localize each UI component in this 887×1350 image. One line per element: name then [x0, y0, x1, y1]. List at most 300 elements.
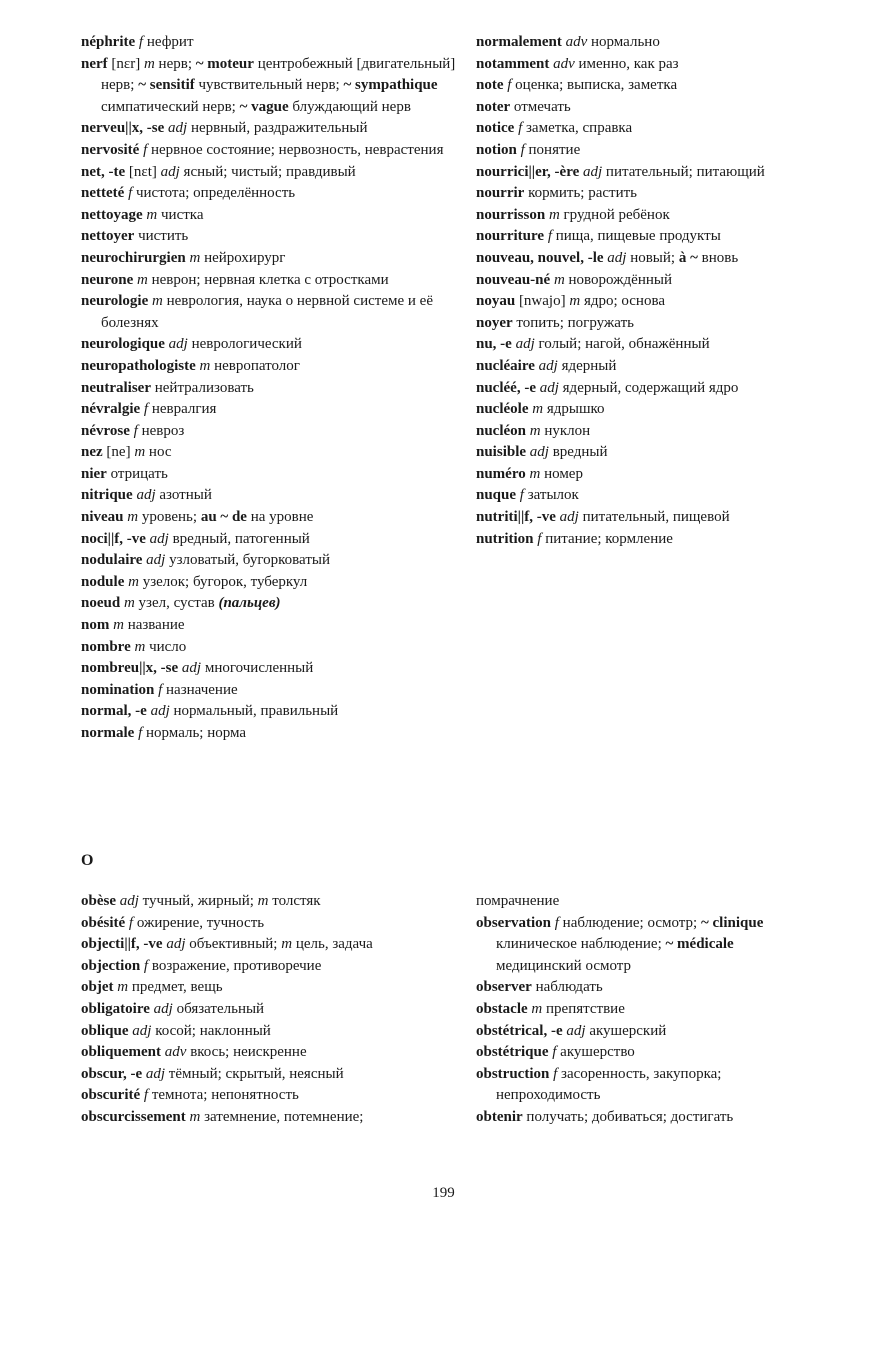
headword: nourrisson [476, 206, 546, 223]
headword: nom [81, 617, 110, 634]
dictionary-entry [476, 291, 806, 313]
gloss-text: новый; [626, 249, 679, 266]
grammar-label: f [537, 530, 542, 547]
headword: nitrique [81, 487, 133, 504]
headword: observation [476, 914, 551, 931]
dictionary-entry [81, 205, 459, 227]
dictionary-entry [81, 615, 459, 637]
dictionary-entry [81, 913, 459, 935]
gloss-text: невропатолог [210, 357, 300, 374]
dictionary-entry [81, 999, 459, 1021]
gloss-text: нос [145, 444, 172, 461]
gloss-text: затемнение, потемнение; [200, 1108, 364, 1125]
headword: netteté [81, 185, 125, 202]
dictionary-entry [81, 1021, 459, 1043]
grammar-label: m [189, 249, 201, 266]
headword: oblique [81, 1022, 129, 1039]
gloss-text: многочисленный [201, 660, 314, 677]
headword: ~ vague [239, 98, 289, 115]
gloss-text: нервный, раздражительный [187, 120, 368, 137]
gloss-text: именно, как раз [574, 55, 679, 72]
headword: note [476, 77, 504, 94]
gloss-text: вновь [697, 249, 739, 266]
headword: nucléé, -e [476, 379, 536, 396]
grammar-label: adv [553, 55, 575, 72]
headword: normal, -e [81, 703, 147, 720]
headword: notion [476, 141, 517, 158]
dictionary-entry [81, 140, 459, 162]
dictionary-entry [81, 183, 459, 205]
headword: niveau [81, 509, 124, 526]
headword: neurologique [81, 336, 165, 353]
headword: notamment [476, 55, 550, 72]
gloss-text: объективный; [185, 936, 282, 953]
gloss-text: узел, сустав [134, 595, 219, 612]
gloss-text: название [123, 617, 185, 634]
dictionary-entry [81, 1085, 459, 1107]
headword: nourriture [476, 228, 545, 245]
grammar-label: adj [529, 444, 549, 461]
headword: ~ médicale [665, 936, 734, 953]
grammar-label: f [547, 228, 552, 245]
headword: neuropathologiste [81, 357, 196, 374]
headword: nervosité [81, 141, 140, 158]
note-text: (пальцев) [218, 595, 281, 612]
gloss-text: медицинский осмотр [496, 957, 632, 974]
dictionary-entry [476, 75, 806, 97]
gloss-text: клиническое наблюдение; [496, 936, 666, 953]
gloss-text: получать; добиваться; достигать [522, 1108, 734, 1125]
headword: nombreu||x, -se [81, 660, 179, 677]
gloss-text: [nɛt] [125, 163, 161, 180]
gloss-text: центробежный [двигательный] нерв; [101, 55, 456, 94]
grammar-label: m [136, 271, 148, 288]
grammar-label: adj [583, 163, 603, 180]
gloss-text: симпатический нерв; [101, 98, 240, 115]
gloss-text: неврон; нервная клетка с отростками [147, 271, 389, 288]
dictionary-entry [81, 572, 459, 594]
dictionary-entry [476, 334, 806, 356]
grammar-label: f [143, 1087, 149, 1104]
grammar-label: adj [132, 1022, 152, 1039]
headword: obliquement [81, 1044, 162, 1061]
grammar-label: f [138, 34, 144, 50]
gloss-text: акушерство [556, 1044, 635, 1061]
grammar-label: adj [607, 249, 627, 266]
dictionary-entry [81, 334, 459, 356]
grammar-label: adj [153, 1000, 173, 1017]
gloss-text: узловатый, бугорковатый [165, 552, 330, 569]
gloss-text: понятие [524, 141, 581, 158]
grammar-label: f [128, 185, 133, 202]
gloss-text: препятствие [542, 1000, 625, 1017]
dictionary-entry [476, 891, 806, 913]
gloss-text: вредный, патогенный [168, 530, 310, 547]
grammar-label: m [134, 444, 146, 461]
dictionary-entry [81, 464, 459, 486]
headword: ~ clinique [700, 914, 764, 931]
gloss-text: грудной ребёнок [559, 206, 670, 223]
grammar-label: f [143, 957, 149, 974]
gloss-text: неврология, наука о нервной системе и её болезнях [101, 293, 433, 331]
gloss-text: узелок; бугорок, туберкул [138, 573, 308, 590]
dictionary-entry [81, 701, 459, 723]
headword: neurologie [81, 293, 149, 310]
dictionary-entry [476, 226, 806, 248]
gloss-text: заметка, справка [522, 120, 633, 137]
headword: obscurcissement [81, 1108, 186, 1125]
grammar-label: f [519, 487, 524, 504]
dictionary-entry [476, 205, 806, 227]
headword: normale [81, 725, 135, 741]
gloss-text: вредный [548, 444, 608, 461]
gloss-text: ядрышко [543, 401, 605, 418]
dictionary-entry [476, 356, 806, 378]
headword: nourrici||er, -ère [476, 163, 580, 180]
upper-left-column [81, 32, 459, 745]
grammar-label: adj [538, 357, 558, 374]
dictionary-entry [81, 421, 459, 443]
dictionary-entry [81, 1107, 459, 1129]
gloss-text: топить; погружать [512, 314, 634, 331]
dictionary-entry [476, 54, 806, 76]
gloss-text: нейтрализовать [150, 379, 254, 396]
gloss-text: нормаль; норма [142, 725, 247, 741]
grammar-label: f [507, 77, 512, 94]
grammar-label: adj [149, 530, 169, 547]
grammar-label: adj [146, 552, 166, 569]
headword: nutriti||f, -ve [476, 509, 556, 526]
gloss-text: нейрохирург [200, 249, 286, 266]
headword: net, -te [81, 163, 126, 180]
gloss-text: [nwajo] [515, 293, 570, 310]
dictionary-entry [81, 891, 459, 913]
grammar-label: m [529, 422, 541, 439]
headword: observer [476, 979, 532, 996]
grammar-label: f [133, 422, 138, 439]
gloss-text: [nɛr] [107, 55, 144, 72]
grammar-label: adj [160, 163, 180, 180]
gloss-text: чистить [134, 228, 189, 245]
dictionary-entry [476, 464, 806, 486]
grammar-label: m [553, 271, 565, 288]
grammar-label: adj [181, 660, 202, 677]
headword: obstacle [476, 1000, 528, 1017]
gloss-text: кормить; растить [524, 185, 638, 202]
headword: nez [81, 444, 103, 461]
dictionary-entry [81, 162, 459, 184]
dictionary-entry [476, 1064, 806, 1107]
section-letter: O [81, 852, 94, 869]
dictionary-entry [81, 1064, 459, 1086]
grammar-label: adj [145, 1065, 166, 1082]
grammar-label: adj [150, 703, 170, 720]
headword: obstétrique [476, 1044, 549, 1061]
gloss-text: тёмный; скрытый, неясный [165, 1065, 344, 1082]
headword: nodule [81, 573, 125, 590]
grammar-label: adv [565, 34, 588, 50]
lower-right-column [476, 891, 806, 1129]
grammar-label: f [158, 681, 163, 698]
headword: numéro [476, 465, 526, 482]
dictionary-entry [476, 270, 806, 292]
page-number: 199 [432, 1185, 455, 1201]
gloss-text: возражение, противоречие [148, 957, 322, 974]
grammar-label: adj [168, 336, 188, 353]
gloss-text: наблюдать [531, 979, 603, 996]
gloss-text: толстяк [268, 893, 321, 909]
grammar-label: f [553, 1065, 558, 1082]
gloss-text: питание; кормление [541, 530, 673, 547]
dictionary-entry [476, 999, 806, 1021]
headword: obstétrical, -e [476, 1022, 563, 1039]
dictionary-entry [81, 934, 459, 956]
dictionary-entry [81, 977, 459, 999]
dictionary-entry [81, 593, 459, 615]
dictionary-entry [81, 399, 459, 421]
dictionary-entry [81, 378, 459, 400]
dictionary-entry [81, 723, 459, 745]
dictionary-entry [476, 313, 806, 335]
grammar-label: f [143, 401, 149, 418]
headword: au ~ de [200, 509, 247, 526]
headword: nucléaire [476, 357, 535, 374]
dictionary-entry [476, 378, 806, 400]
gloss-text: тучный, жирный; [138, 893, 258, 909]
headword: néphrite [81, 34, 136, 50]
headword: nerf [81, 55, 108, 72]
gloss-text: затылок [523, 487, 579, 504]
headword: nourrir [476, 185, 525, 202]
gloss-text: вкось; неискренне [186, 1044, 307, 1061]
gloss-text: предмет, вещь [128, 979, 223, 996]
headword: ~ sensitif [138, 77, 195, 94]
headword: normalement [476, 34, 562, 50]
dictionary-entry [476, 1107, 806, 1129]
grammar-label: adj [166, 936, 186, 953]
grammar-label: m [532, 401, 544, 418]
grammar-label: m [113, 617, 124, 634]
dictionary-entry [476, 97, 806, 119]
gloss-text: номер [540, 465, 583, 482]
gloss-text: питательный, пищевой [578, 509, 730, 526]
gloss-text: назначение [162, 681, 238, 698]
gloss-text: обязательный [172, 1000, 265, 1017]
headword: obscur, -e [81, 1065, 143, 1082]
dictionary-entry [81, 1042, 459, 1064]
dictionary-entry [81, 32, 459, 54]
headword: nodulaire [81, 552, 143, 569]
headword: nuisible [476, 444, 527, 461]
gloss-text: наблюдение; осмотр; [558, 914, 701, 931]
grammar-label: m [128, 573, 139, 590]
dictionary-entry [81, 248, 459, 270]
grammar-label: f [518, 120, 523, 137]
dictionary-entry [81, 956, 459, 978]
gloss-text: нефрит [143, 34, 194, 50]
grammar-label: f [520, 141, 525, 158]
grammar-label: m [548, 206, 560, 223]
headword: noeud [81, 595, 121, 612]
headword: ~ sympathique [343, 77, 438, 94]
dictionary-entry [81, 680, 459, 702]
gloss-text: отмечать [510, 98, 571, 115]
grammar-label: adj [136, 487, 156, 504]
dictionary-entry [476, 162, 806, 184]
dictionary-entry [81, 485, 459, 507]
headword: nucléon [476, 422, 527, 439]
headword: notice [476, 120, 515, 137]
dictionary-entry [476, 977, 806, 999]
gloss-text: питательный; питающий [602, 163, 765, 180]
dictionary-entry [81, 442, 459, 464]
gloss-text: нерв; [154, 55, 196, 72]
grammar-label: adj [119, 893, 139, 909]
dictionary-entry [81, 507, 459, 529]
headword: nu, -e [476, 336, 512, 353]
headword: nier [81, 465, 107, 482]
grammar-label: m [569, 293, 581, 310]
gloss-text: ядерный [557, 357, 617, 374]
gloss-text: нормально [587, 34, 660, 50]
dictionary-entry [81, 658, 459, 680]
headword: obscurité [81, 1087, 141, 1104]
headword: objet [81, 979, 114, 996]
headword: nucléole [476, 401, 529, 418]
headword: nettoyage [81, 206, 143, 223]
dictionary-entry [476, 248, 806, 270]
dictionary-entry [476, 140, 806, 162]
gloss-text: неврологический [187, 336, 302, 353]
gloss-text: ясный; чистый; правдивый [179, 163, 356, 180]
grammar-label: m [531, 1000, 543, 1017]
dictionary-entry [476, 913, 806, 978]
headword: obligatoire [81, 1000, 150, 1017]
gloss-text: [ne] [102, 444, 135, 461]
headword: névrose [81, 422, 130, 439]
dictionary-entry [476, 32, 806, 54]
grammar-label: f [143, 141, 148, 158]
grammar-label: m [151, 293, 163, 310]
dictionary-entry [476, 442, 806, 464]
grammar-label: f [138, 725, 143, 741]
gloss-text: число [145, 638, 187, 655]
dictionary-entry [476, 507, 806, 529]
grammar-label: adj [559, 509, 579, 526]
dictionary-entry [81, 356, 459, 378]
grammar-label: adj [539, 379, 559, 396]
gloss-text: косой; наклонный [151, 1022, 271, 1039]
headword: nuque [476, 487, 517, 504]
headword: nomination [81, 681, 155, 698]
lower-left-column [81, 891, 459, 1129]
grammar-label: adj [168, 120, 188, 137]
gloss-text: засоренность, закупорка; непроходимость [496, 1065, 722, 1104]
gloss-text: на уровне [246, 509, 314, 526]
dictionary-entry [81, 270, 459, 292]
headword: obtenir [476, 1108, 523, 1125]
dictionary-entry [476, 118, 806, 140]
dictionary-entry [81, 529, 459, 551]
dictionary-entry [476, 1021, 806, 1043]
grammar-label: m [134, 638, 146, 655]
gloss-text: ядерный, содержащий ядро [558, 379, 739, 396]
upper-right-column [476, 32, 806, 550]
dictionary-entry [476, 529, 806, 551]
gloss-text: новорождённый [564, 271, 672, 288]
gloss-text: блуждающий нерв [288, 98, 411, 115]
grammar-label: f [552, 1044, 557, 1061]
dictionary-entry [81, 637, 459, 659]
headword: nouveau, nouvel, -le [476, 249, 604, 266]
gloss-text: нормальный, правильный [169, 703, 339, 720]
headword: objection [81, 957, 141, 974]
gloss-text: нервное состояние; нервозность, неврастения [147, 141, 444, 158]
dictionary-entry [476, 421, 806, 443]
headword: nombre [81, 638, 131, 655]
dictionary-entry [81, 54, 459, 119]
headword: noyau [476, 293, 516, 310]
headword: à ~ [678, 249, 698, 266]
dictionary-entry [476, 183, 806, 205]
gloss-text: чувствительный нерв; [194, 77, 344, 94]
gloss-text: помрачнение [476, 893, 560, 909]
dictionary-entry [476, 399, 806, 421]
headword: noci||f, -ve [81, 530, 146, 547]
headword: obstruction [476, 1065, 550, 1082]
headword: neutraliser [81, 379, 151, 396]
gloss-text: пища, пищевые продукты [551, 228, 721, 245]
grammar-label: m [529, 465, 541, 482]
headword: obèse [81, 893, 116, 909]
headword: nutrition [476, 530, 534, 547]
grammar-label: m [143, 55, 155, 72]
grammar-label: adv [164, 1044, 187, 1061]
headword: nouveau-né [476, 271, 551, 288]
dictionary-entry [476, 485, 806, 507]
grammar-label: m [117, 979, 129, 996]
headword: obésité [81, 914, 126, 931]
grammar-label: f [554, 914, 559, 931]
grammar-label: m [257, 893, 269, 909]
headword: ~ moteur [195, 55, 254, 72]
dictionary-entry [81, 118, 459, 140]
gloss-text: нуклон [540, 422, 591, 439]
gloss-text: ожирение, тучность [133, 914, 265, 931]
headword: neurochirurgien [81, 249, 186, 266]
gloss-text: голый; нагой, обнажённый [534, 336, 710, 353]
gloss-text: оценка; выписка, заметка [511, 77, 678, 94]
grammar-label: adj [566, 1022, 586, 1039]
grammar-label: m [281, 936, 293, 953]
gloss-text: цель, задача [292, 936, 373, 953]
headword: nerveu||x, -se [81, 120, 165, 137]
dictionary-entry [81, 550, 459, 572]
headword: nettoyer [81, 228, 135, 245]
headword: noyer [476, 314, 513, 331]
grammar-label: adj [515, 336, 535, 353]
gloss-text: темнота; непонятность [148, 1087, 299, 1104]
gloss-text: чистота; определённость [132, 185, 296, 202]
grammar-label: m [189, 1108, 201, 1125]
headword: neurone [81, 271, 134, 288]
dictionary-entry [81, 291, 459, 334]
grammar-label: m [146, 206, 158, 223]
grammar-label: f [128, 914, 134, 931]
gloss-text: акушерский [585, 1022, 667, 1039]
gloss-text: отрицать [106, 465, 168, 482]
dictionary-entry [81, 226, 459, 248]
